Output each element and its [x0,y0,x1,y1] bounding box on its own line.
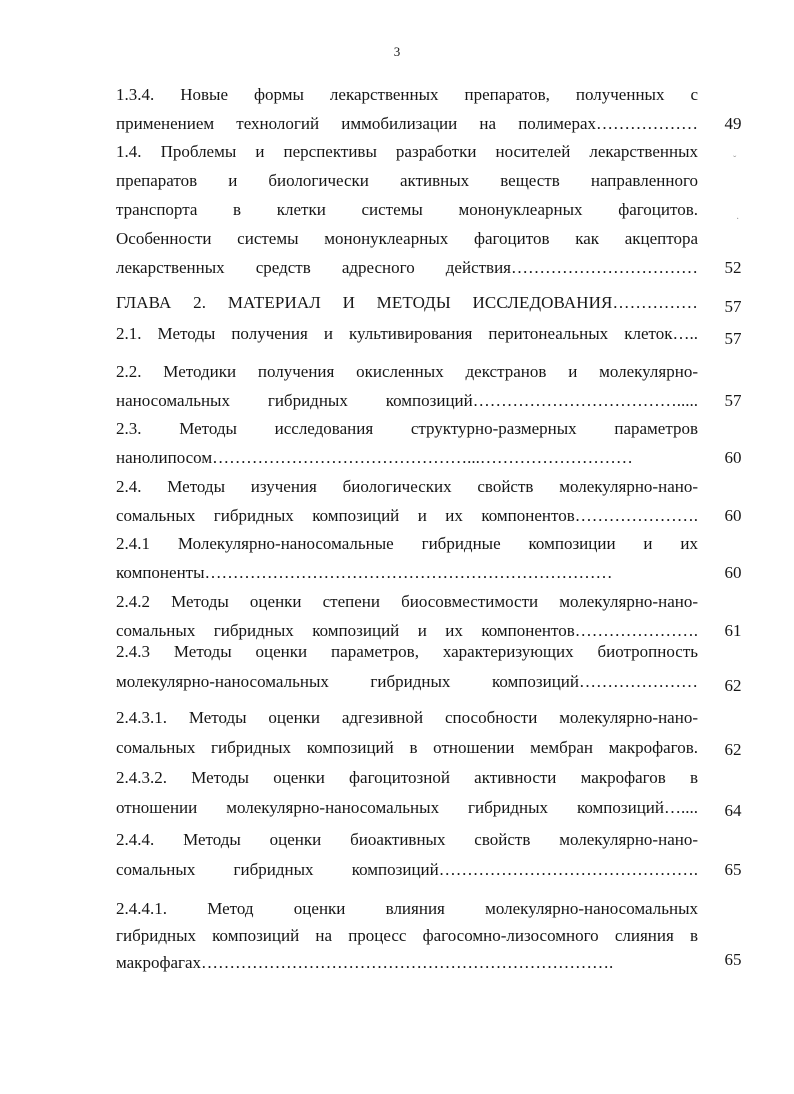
toc-page-chapter-2: 57 [724,297,742,316]
toc-line: 2.4.4.1. Метод оценки влияния молекулярно-наносомальных [116,899,698,918]
toc-line: сомальных гибридных композиций и их компонентов…………………. [116,621,698,640]
toc-line: Особенности системы мононуклеарных фагоцитов как акцептора [116,229,698,248]
toc-line: применением технологий иммобилизации на полимерах……………… [116,114,698,133]
toc-entry-2-4[interactable] [116,472,698,530]
toc-page-2-4-3: 62 [724,676,742,695]
toc-line: 2.4.1 Молекулярно-наносомальные гибридные композиции и их [116,534,698,553]
toc-entry-2-4-3-1[interactable] [116,703,698,764]
toc-line: молекулярно-наносомальных гибридных композиций………………… [116,672,698,691]
toc-line: лекарственных средств адресного действия…………………………… [116,258,698,277]
toc-line: ГЛАВА 2. МАТЕРИАЛ И МЕТОДЫ ИССЛЕДОВАНИЯ…………… [116,293,698,312]
toc-entry-2-4-3-2[interactable] [116,763,698,824]
toc-page-2-4-2: 61 [724,621,742,640]
toc-entry-1-4[interactable] [116,137,698,282]
toc-line: гибридных композиций на процесс фагосомно-лизосомного слияния в [116,926,698,945]
toc-line: наносомальных гибридных композиций………………………………..... [116,391,698,410]
scan-speck: · [736,214,740,225]
toc-entry-2-4-3[interactable] [116,637,698,698]
toc-line: отношении молекулярно-наносомальных гибридных композиций….... [116,798,698,817]
toc-line: препаратов и биологически активных веществ направленного [116,171,698,190]
toc-page-2-4-1: 60 [724,563,742,582]
toc-page-2-4-3-2: 64 [724,801,742,820]
toc-entry-2-2[interactable] [116,357,698,415]
toc-line: сомальных гибридных композиций в отношении мембран макрофагов. [116,738,698,757]
toc-line: 1.4. Проблемы и перспективы разработки носителей лекарственных [116,142,698,161]
toc-page-2-4: 60 [724,506,742,525]
toc-line: 2.4.4. Методы оценки биоактивных свойств молекулярно-нано- [116,830,698,849]
scan-speck: ˇ [733,155,737,166]
toc-line: 2.3. Методы исследования структурно-размерных параметров [116,419,698,438]
toc-line: 1.3.4. Новые формы лекарственных препаратов, полученных с [116,85,698,104]
toc-entry-2-4-4[interactable] [116,825,698,886]
toc-entry-2-1[interactable] [116,319,698,348]
toc-line: 2.4.2 Методы оценки степени биосовместимости молекулярно-нано- [116,592,698,611]
toc-line: транспорта в клетки системы мононуклеарных фагоцитов. [116,200,698,219]
toc-page-2-2: 57 [724,391,742,410]
toc-page-2-1: 57 [724,329,742,348]
page-number: 3 [393,44,401,59]
toc-page-2-4-3-1: 62 [724,740,742,759]
toc-line: 2.4.3.1. Методы оценки адгезивной способности молекулярно-нано- [116,708,698,727]
toc-line: 2.1. Методы получения и культивирования перитонеальных клеток….. [116,324,698,343]
toc-line: сомальных гибридных композиций и их компонентов…………………. [116,506,698,525]
toc-entry-2-4-4-1[interactable] [116,895,698,976]
toc-line: сомальных гибридных композиций………………………………………. [116,860,698,879]
toc-line: компоненты……………………………………………………………… [116,563,613,582]
toc-page-1-3-4: 49 [724,114,742,133]
toc-line: 2.4. Методы изучения биологических свойств молекулярно-нано- [116,477,698,496]
toc-page-2-3: 60 [724,448,742,467]
toc-entry-2-3[interactable] [116,414,698,472]
toc-line: 2.2. Методики получения окисленных декстранов и молекулярно- [116,362,698,381]
toc-entry-chapter-2[interactable] [116,288,698,317]
toc-line: нанолипосом………………………………………...……………………… [116,448,633,467]
toc-page-2-4-4: 65 [724,860,742,879]
toc-page-2-4-4-1: 65 [724,950,742,969]
toc-line: макрофагах………………………………………………………………. [116,953,614,972]
toc-page-1-4: 52 [724,258,742,277]
toc-entry-2-4-1[interactable] [116,529,698,587]
toc-entry-1-3-4[interactable] [116,80,698,138]
toc-line: 2.4.3.2. Методы оценки фагоцитозной активности макрофагов в [116,768,698,787]
toc-line: 2.4.3 Методы оценки параметров, характеризующих биотропность [116,642,698,661]
